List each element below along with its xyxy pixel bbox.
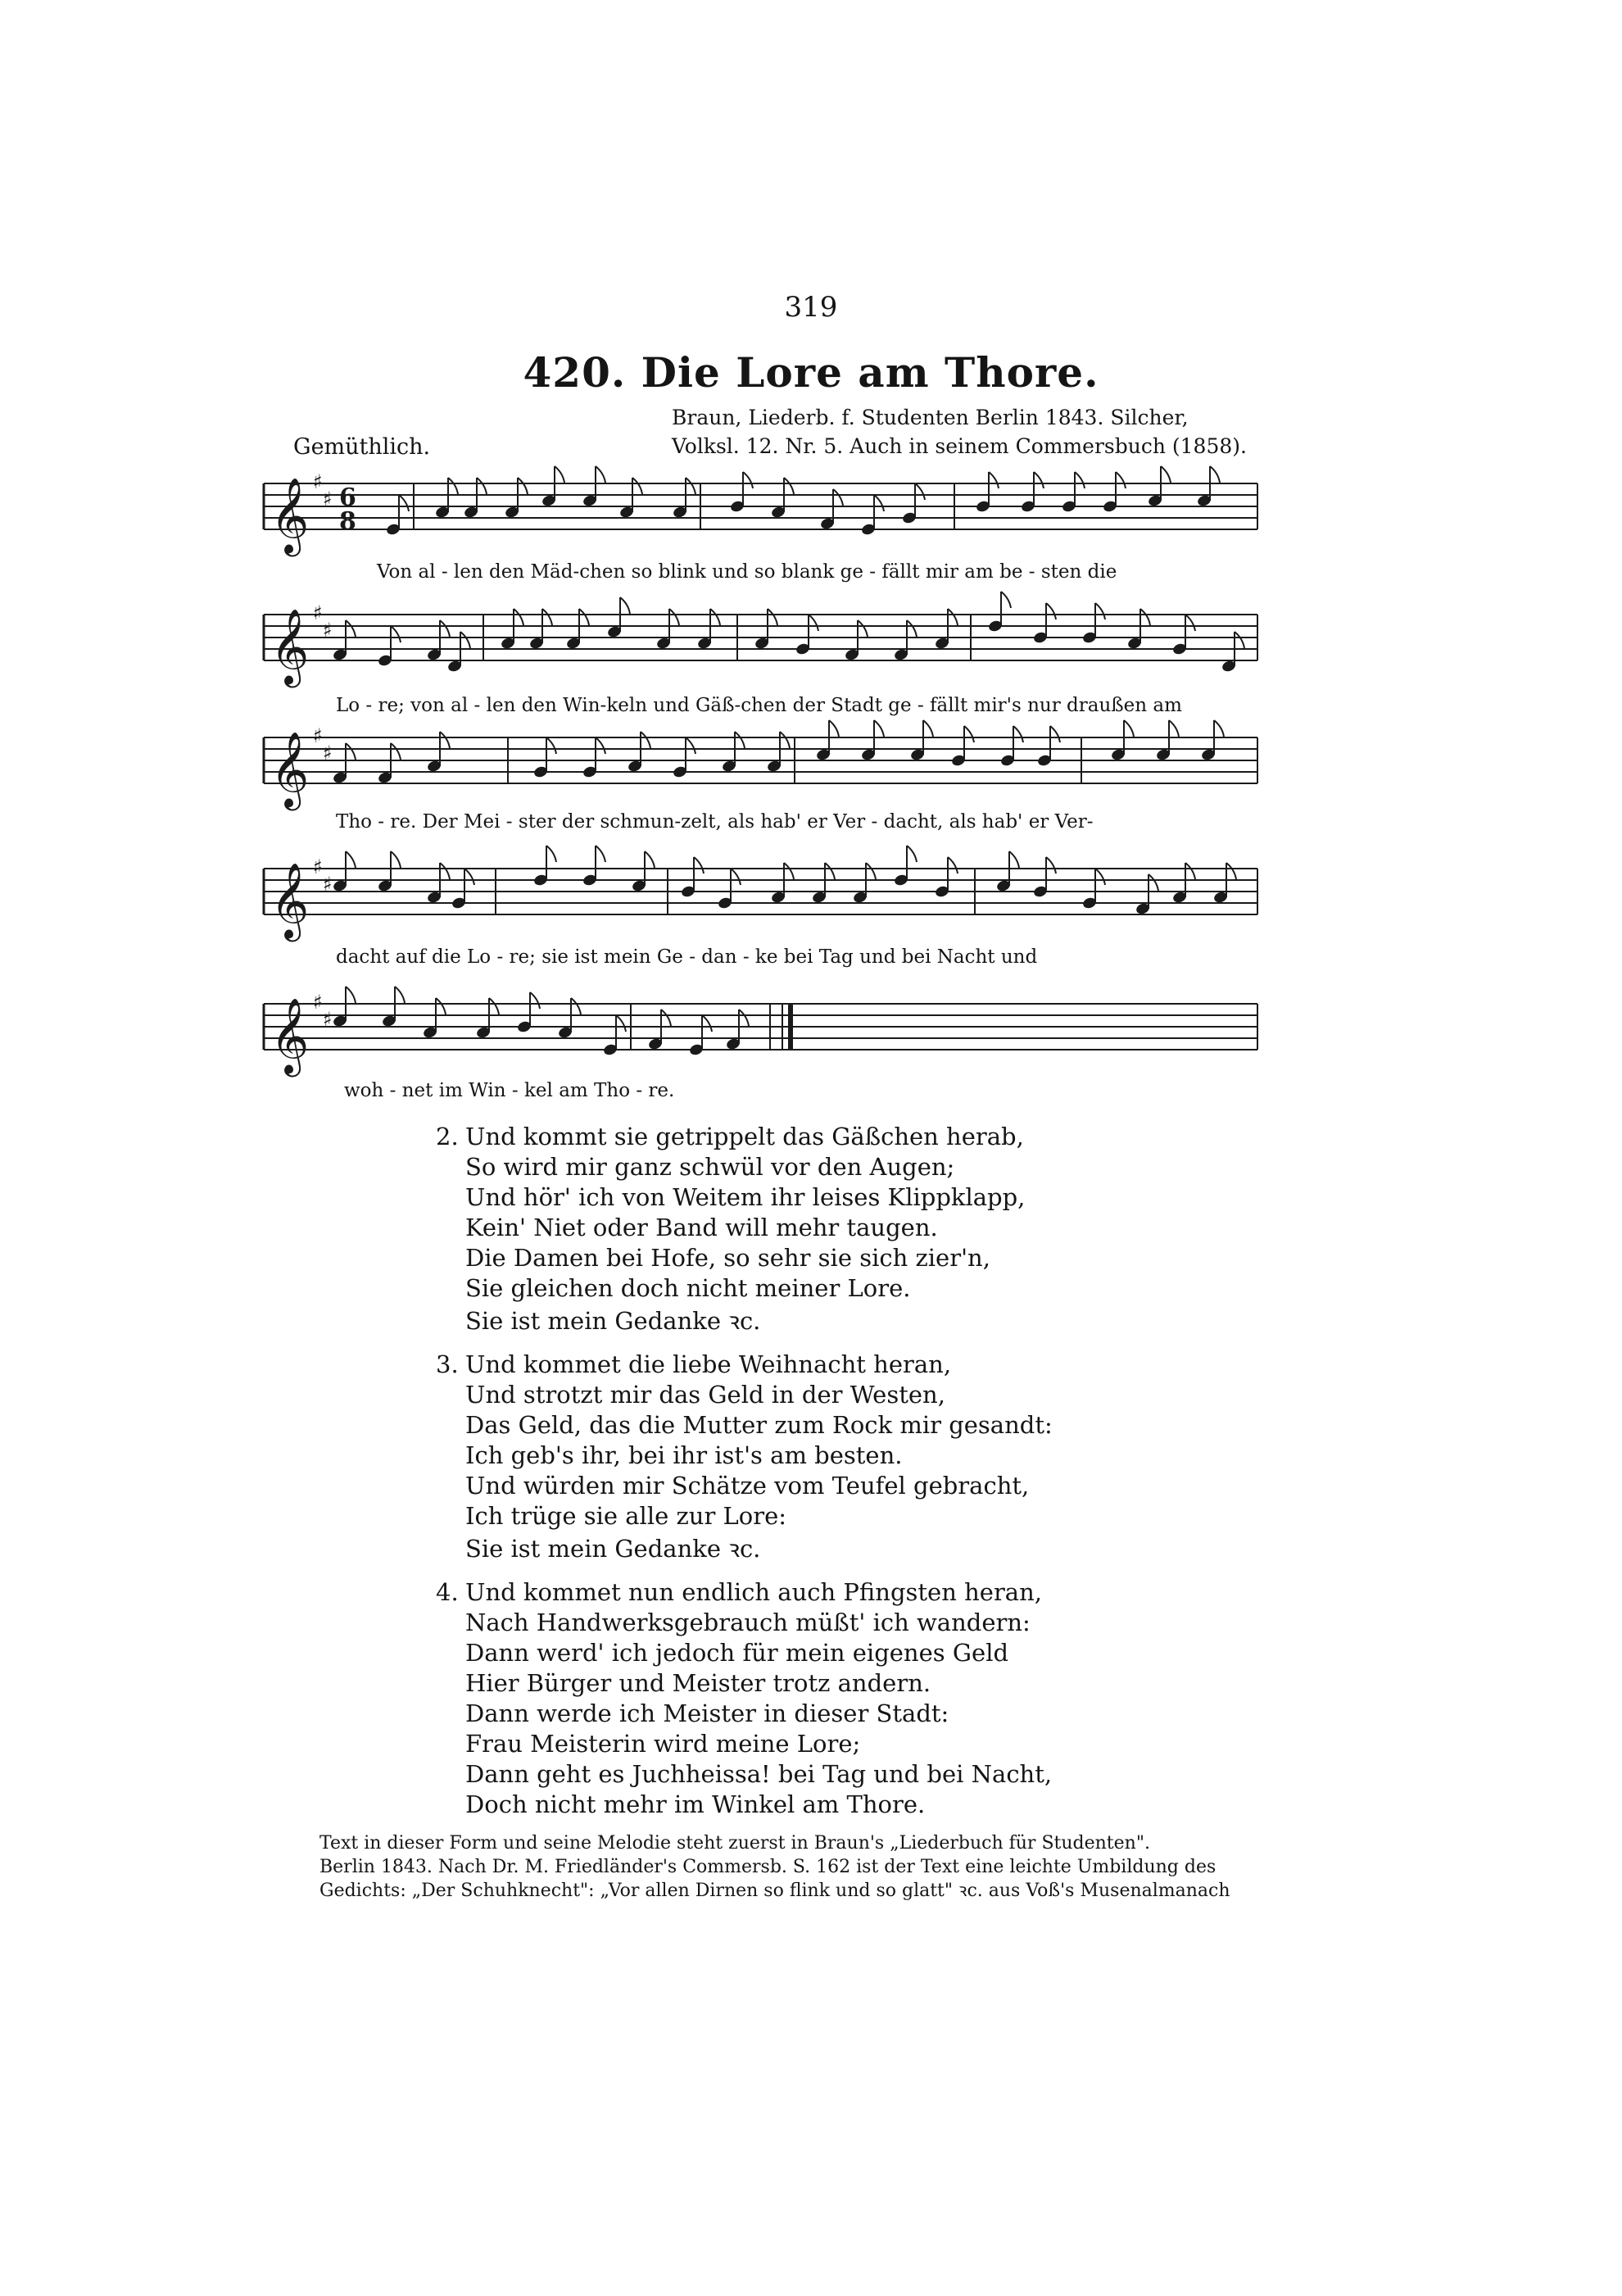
note-flag — [1046, 857, 1056, 873]
note-flag — [346, 851, 356, 868]
note-flag — [1185, 863, 1195, 879]
note-flag — [907, 620, 917, 637]
music-staff-3 — [0, 713, 1622, 811]
note-flag — [440, 863, 450, 879]
note-flag — [874, 495, 884, 511]
time-signature-top: 6 — [339, 483, 356, 512]
verse-line: Dann werde ich Meister in dieser Stadt: — [465, 1699, 949, 1727]
footnote-line: Text in dieser Form und seine Melodie steht zuerst in Braun's „Liederbuch für Studenten". — [319, 1833, 1150, 1854]
note-flag — [1140, 609, 1150, 625]
note-flag — [1075, 472, 1085, 488]
note-flag — [391, 851, 401, 868]
time-signature-bottom: 8 — [339, 507, 356, 536]
page-number: 319 — [784, 291, 838, 324]
note-flag — [1235, 632, 1244, 648]
verse-line: Hier Bürger und Meister trotz andern. — [465, 1669, 931, 1697]
note-flag — [964, 726, 974, 742]
note-flag — [1001, 592, 1011, 608]
sharp-icon: ♯ — [313, 724, 323, 747]
note-flag — [391, 743, 401, 760]
note-flag — [1116, 472, 1126, 488]
note-flag — [784, 863, 794, 879]
note-flag — [1149, 874, 1158, 891]
note-flag — [735, 732, 745, 748]
note-flag — [514, 609, 523, 625]
source-line-2: Volksl. 12. Nr. 5. Auch in seinem Commersbuch (1858). — [672, 434, 1247, 458]
note-flag — [866, 863, 876, 879]
verse-line: Und kommet nun endlich auch Pfingsten heran, — [465, 1578, 1042, 1606]
note-flag — [399, 495, 409, 511]
verse-line: Ich geb's ihr, bei ihr ist's am besten. — [465, 1441, 903, 1469]
lyric-line-3: Tho - re. Der Mei - ster der schmun-zelt, als hab' er Ver - dacht, als hab' er Ver- — [336, 811, 1094, 833]
sharp-icon: ♯ — [323, 619, 333, 642]
note-flag — [833, 489, 843, 506]
note-flag — [555, 466, 564, 483]
note-flag — [542, 609, 552, 625]
note-flag — [477, 478, 487, 494]
verse-line: Dann geht es Juchheissa! bei Tag und bei Nacht, — [465, 1760, 1053, 1788]
source-line-1: Braun, Liederb. f. Studenten Berlin 1843. Silcher, — [672, 406, 1189, 429]
note-flag — [518, 478, 528, 494]
note-flag — [1169, 720, 1179, 737]
sharp-icon: ♯ — [323, 873, 333, 896]
note-flag — [661, 1010, 671, 1026]
verse-line: Die Damen bei Hofe, so sehr sie sich zier'n, — [465, 1244, 990, 1272]
verse-line: Doch nicht mehr im Winkel am Thore. — [465, 1790, 926, 1818]
music-staff-1 — [0, 459, 1622, 557]
note-flag — [1050, 726, 1060, 742]
sharp-icon: ♯ — [323, 488, 333, 510]
note-flag — [489, 998, 499, 1014]
note-flag — [686, 737, 695, 754]
lyric-line-4: dacht auf die Lo - re; sie ist mein Ge - dan - ke bei Tag und bei Nacht und — [336, 946, 1038, 968]
note-flag — [710, 609, 720, 625]
note-flag — [464, 869, 474, 885]
note-flag — [1124, 720, 1134, 737]
note-flag — [1095, 603, 1105, 619]
note-flag — [616, 1015, 626, 1032]
tempo-marking: Gemüthlich. — [293, 434, 431, 460]
note-flag — [702, 1015, 712, 1032]
verse-line: Ich trüge sie alle zur Lore: — [465, 1502, 787, 1530]
verse-line: So wird mir ganz schwül vor den Augen; — [465, 1153, 955, 1181]
footnote — [319, 1831, 1262, 1903]
note-flag — [829, 720, 839, 737]
note-flag — [579, 609, 589, 625]
note-flag — [1161, 466, 1171, 483]
note-flag — [768, 609, 777, 625]
note-flag — [825, 863, 835, 879]
note-flag — [780, 732, 790, 748]
note-flag — [1034, 472, 1044, 488]
verse-line: Sie ist mein Gedanke ꝛc. — [465, 1307, 761, 1335]
verse-line: Und hör' ich von Weitem ihr leises Klippklapp, — [465, 1183, 1026, 1211]
note-flag — [1185, 615, 1195, 631]
note-flag — [632, 478, 642, 494]
note-flag — [645, 851, 655, 868]
song-title: 420. Die Lore am Thore. — [523, 348, 1099, 397]
verse-line: Das Geld, das die Mutter zum Rock mir gesandt: — [465, 1411, 1053, 1439]
footnote-line: Berlin 1843. Nach Dr. M. Friedländer's Commersb. S. 162 ist der Text eine leichte Umbildung des — [319, 1857, 1216, 1877]
treble-clef-icon: 𝄞 — [270, 731, 310, 807]
sharp-icon: ♯ — [313, 855, 323, 878]
note-flag — [571, 998, 581, 1014]
note-flag — [391, 626, 401, 642]
note-flag — [694, 857, 704, 873]
note-flag — [346, 620, 356, 637]
music-staff-5 — [0, 979, 1622, 1078]
verse-line: Frau Meisterin wird meine Lore; — [465, 1730, 861, 1758]
note-flag — [596, 466, 605, 483]
note-flag — [948, 609, 958, 625]
verse-line: Sie ist mein Gedanke ꝛc. — [465, 1535, 761, 1563]
footnote-line: Gedichts: „Der Schuhknecht": „Vor allen Dirnen so flink und so glatt" ꝛc. aus Voß's Musenalmanach — [319, 1881, 1230, 1901]
note-flag — [874, 720, 884, 737]
verse-line: Nach Handwerksgebrauch müßt' ich wandern: — [465, 1609, 1031, 1636]
note-flag — [907, 846, 917, 862]
stanza-number: 3. — [436, 1350, 459, 1378]
verse-line: Dann werd' ich jedoch für mein eigenes Geld — [465, 1639, 1009, 1667]
sharp-icon: ♯ — [323, 742, 333, 765]
treble-clef-icon: 𝄞 — [270, 477, 310, 553]
note-flag — [739, 1010, 749, 1026]
stanza-number: 2. — [436, 1123, 459, 1150]
note-flag — [1046, 603, 1056, 619]
treble-clef-icon: 𝄞 — [270, 997, 310, 1073]
note-flag — [530, 992, 540, 1009]
treble-clef-icon: 𝄞 — [270, 862, 310, 938]
music-staff-4 — [0, 844, 1622, 942]
note-flag — [1095, 869, 1105, 885]
verse-line: Und würden mir Schätze vom Teufel gebracht, — [465, 1472, 1030, 1500]
note-flag — [1009, 851, 1019, 868]
note-flag — [346, 743, 356, 760]
verse-line: Und kommt sie getrippelt das Gäßchen herab, — [465, 1123, 1024, 1150]
stanza-number: 4. — [436, 1578, 459, 1606]
sharp-icon: ♯ — [323, 1008, 333, 1031]
note-flag — [923, 720, 933, 737]
music-staff-2 — [0, 590, 1622, 688]
note-flag — [686, 478, 695, 494]
note-flag — [546, 846, 556, 862]
lyric-line-2: Lo - re; von al - len den Win-keln und Gäß-chen der Stadt ge - fällt mir's nur draußen am — [336, 695, 1182, 716]
note-flag — [948, 857, 958, 873]
sharp-icon: ♯ — [313, 991, 323, 1014]
note-flag — [731, 869, 741, 885]
note-flag — [596, 737, 605, 754]
verse-line: Und strotzt mir das Geld in der Westen, — [465, 1381, 945, 1409]
note-flag — [1210, 466, 1220, 483]
note-flag — [669, 609, 679, 625]
verse-line: Und kommet die liebe Weihnacht heran, — [465, 1350, 952, 1378]
note-flag — [809, 615, 818, 631]
note-flag — [1226, 863, 1236, 879]
sharp-icon: ♯ — [313, 470, 323, 493]
note-flag — [915, 483, 925, 500]
note-flag — [1013, 726, 1023, 742]
note-flag — [989, 472, 999, 488]
verse-line: Sie gleichen doch nicht meiner Lore. — [465, 1274, 911, 1302]
lyric-line-5: woh - net im Win - kel am Tho - re. — [344, 1080, 675, 1101]
sharp-icon: ♯ — [313, 601, 323, 624]
note-flag — [460, 632, 470, 648]
note-flag — [440, 620, 450, 637]
note-flag — [641, 732, 650, 748]
note-flag — [346, 987, 356, 1003]
treble-clef-icon: 𝄞 — [270, 608, 310, 684]
verse-line: Kein' Niet oder Band will mehr taugen. — [465, 1214, 938, 1241]
note-flag — [743, 472, 753, 488]
note-flag — [440, 732, 450, 748]
lyric-line-1: Von al - len den Mäd-chen so blink und so blank ge - fällt mir am be - sten die — [377, 561, 1117, 583]
note-flag — [448, 478, 458, 494]
note-flag — [596, 846, 605, 862]
note-flag — [858, 620, 868, 637]
note-flag — [436, 998, 446, 1014]
note-flag — [395, 987, 405, 1003]
note-flag — [546, 737, 556, 754]
note-flag — [620, 597, 630, 614]
note-flag — [1214, 720, 1224, 737]
note-flag — [784, 478, 794, 494]
